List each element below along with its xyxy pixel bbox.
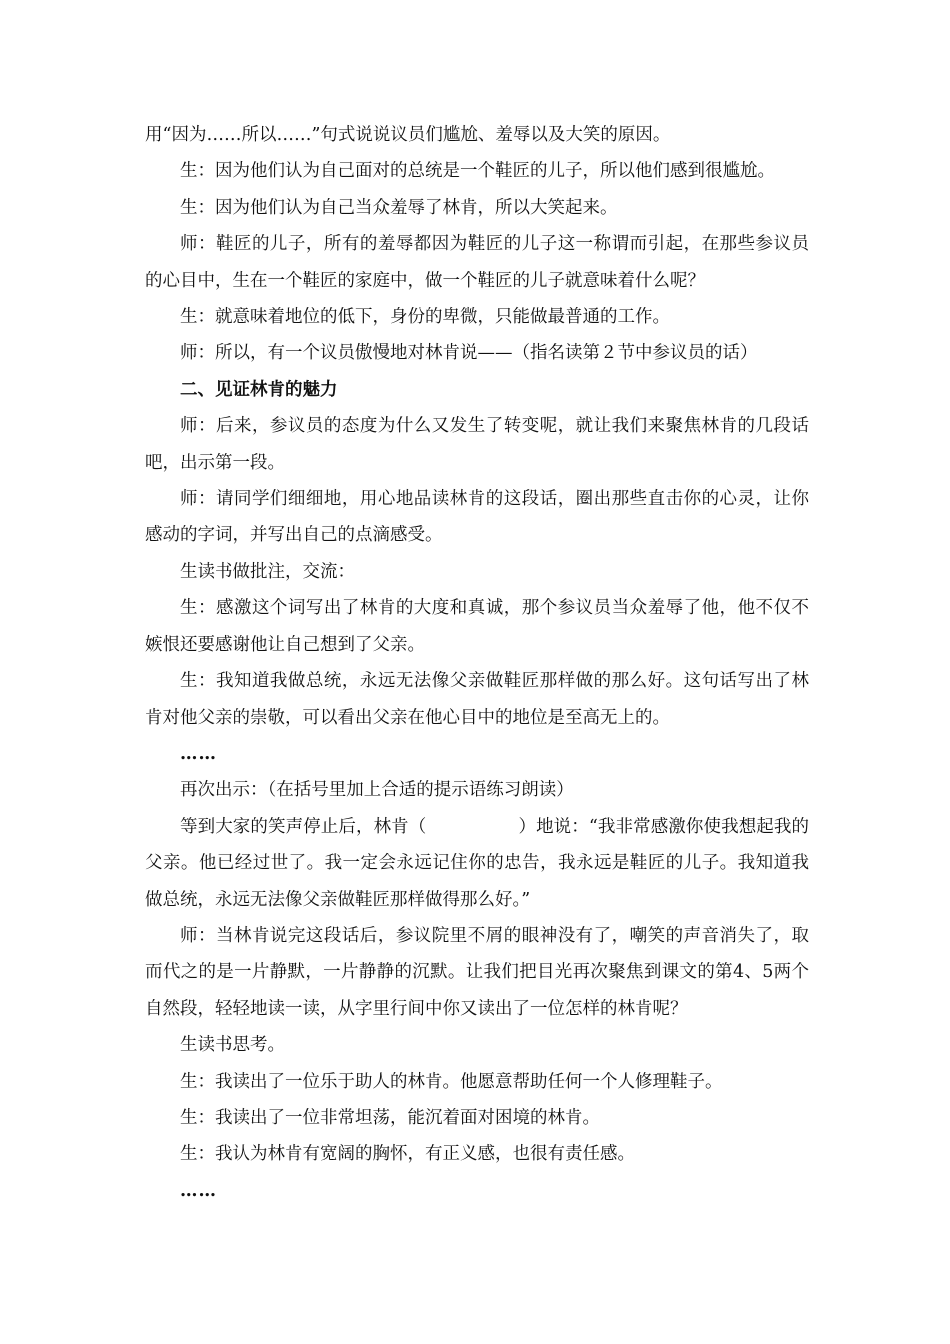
ellipsis-2: …… (180, 1180, 217, 1201)
exercise-instruction: 再次出示：（在括号里加上合适的提示语练习朗读） (180, 780, 574, 801)
exercise-passage (145, 809, 809, 918)
student-answer-helpful: 生：我读出了一位乐于助人的林肯。他愿意帮助任何一个人修理鞋子。 (180, 1071, 723, 1092)
exercise-passage-start: 等到大家的笑声停止后，林肯（ (180, 816, 427, 837)
student-answer-awkward: 生：因为他们认为自己面对的总统是一个鞋匠的儿子，所以他们感到很尴尬。 (180, 161, 775, 182)
section-heading-charm: 二、见证林肯的魅力 (180, 379, 338, 400)
teacher-prompt-focus: 师：后来，参议员的态度为什么又发生了转变呢，就让我们来聚焦林肯的几段话吧，出示第一段。 (145, 416, 809, 473)
student-activity-think: 生读书思考。 (180, 1035, 285, 1056)
student-answer-gratitude: 生：感激这个词写出了林肯的大度和真诚，那个参议员当众羞辱了他，他不仅不嫉恨还要感谢他让自己想到了父亲。 (145, 598, 809, 655)
student-answer-calm: 生：我读出了一位非常坦荡，能沉着面对困境的林肯。 (180, 1107, 600, 1128)
teacher-instruction-annotate: 师：请同学们细细地，用心地品读林肯的这段话，圈出那些直击你的心灵，让你感动的字词，并写出自己的点滴感受。 (145, 489, 809, 546)
teacher-question-shoemaker: 师：鞋匠的儿子，所有的羞辱都因为鞋匠的儿子这一称谓而引起，在那些参议员的心目中，生在一个鞋匠的家庭中，做一个鞋匠的儿子就意味着什么呢？ (145, 234, 809, 291)
student-activity-annotate: 生读书做批注，交流： (180, 561, 355, 582)
student-answer-broadminded: 生：我认为林肯有宽阔的胸怀，有正义感，也很有责任感。 (180, 1144, 635, 1165)
document-page (145, 117, 809, 1209)
student-answer-respect: 生：我知道我做总统，永远无法像父亲做鞋匠那样做的那么好。这句话写出了林肯对他父亲的崇敬，可以看出父亲在他心目中的地位是至高无上的。 (145, 671, 809, 728)
paragraph-sentence-pattern: 用“因为……所以……”句式说说议员们尴尬、羞辱以及大笑的原因。 (145, 125, 671, 145)
ellipsis-1: …… (180, 743, 217, 764)
student-answer-status: 生：就意味着地位的低下，身份的卑微，只能做最普通的工作。 (180, 307, 670, 328)
teacher-prompt-silence: 师：当林肯说完这段话后，参议院里不屑的眼神没有了，嘲笑的声音消失了，取而代之的是一片静默，一片静静的沉默。让我们把目光再次聚焦到课文的第4、5两个自然段，轻轻地读一读，从字里行间中你又读出了一位怎样的林肯呢？ (145, 925, 809, 1019)
teacher-prompt-read: 师：所以，有一个议员傲慢地对林肯说——（指名读第２节中参议员的话） (180, 343, 758, 364)
exercise-passage-end: ）地说：“我非常感激你使我想起我的父亲。他已经过世了。我一定会永远记住你的忠告，我永远是鞋匠的儿子。我知道我做总统，永远无法像父亲做鞋匠那样做得那么好。” (145, 816, 809, 910)
student-answer-laugh: 生：因为他们认为自己当众羞辱了林肯，所以大笑起来。 (180, 197, 618, 218)
